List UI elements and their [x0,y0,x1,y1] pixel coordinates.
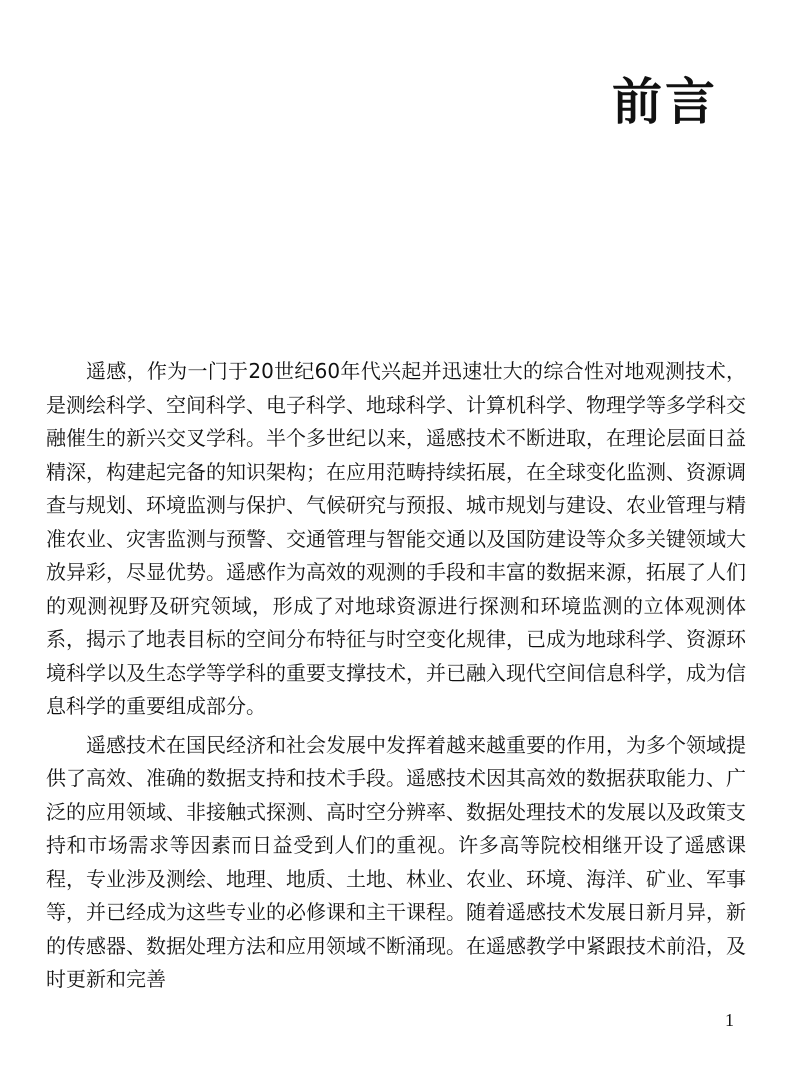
page-title: 前言 [612,72,718,131]
paragraph-1: 遥感，作为一门于20世纪60年代兴起并迅速壮大的综合性对地观测技术，是测绘科学、空间科学、电子科学、地球科学、计算机科学、物理学等多学科交融催生的新兴交叉学科。半个多世纪以来，遥感技术不断进取，在理论层面日益精深，构建起完备的知识架构；在应用范畴持续拓展，在全球变化监测、资源调查与规划、环境监测与保护、气候研究与预报、城市规划与建设、农业管理与精准农业、灾害监测与预警、交通管理与智能交通以及国防建设等众多关键领域大放异彩，尽显优势。遥感作为高效的观测的手段和丰富的数据来源，拓展了人们的观测视野及研究领域，形成了对地球资源进行探测和环境监测的立体观测体系，揭示了地表目标的空间分布特征与时空变化规律，已成为地球科学、资源环境科学以及生态学等学科的重要支撑技术，并已融入现代空间信息科学，成为信息科学的重要组成部分。 [46,359,746,718]
paragraph-2: 遥感技术在国民经济和社会发展中发挥着越来越重要的作用，为多个领域提供了高效、准确的数据支持和技术手段。遥感技术因其高效的数据获取能力、广泛的应用领域、非接触式探测、高时空分辨率、数据处理技术的发展以及政策支持和市场需求等因素而日益受到人们的重视。许多高等院校相继开设了遥感课程，专业涉及测绘、地理、地质、土地、林业、农业、环境、海洋、矿业、军事等，并已经成为这些专业的必修课和主干课程。随着遥感技术发展日新月异，新的传感器、数据处理方法和应用领域不断涌现。在遥感教学中紧跟技术前沿，及时更新和完善 [46,732,746,991]
page-number: 1 [725,1010,734,1030]
body-text [46,355,746,1002]
